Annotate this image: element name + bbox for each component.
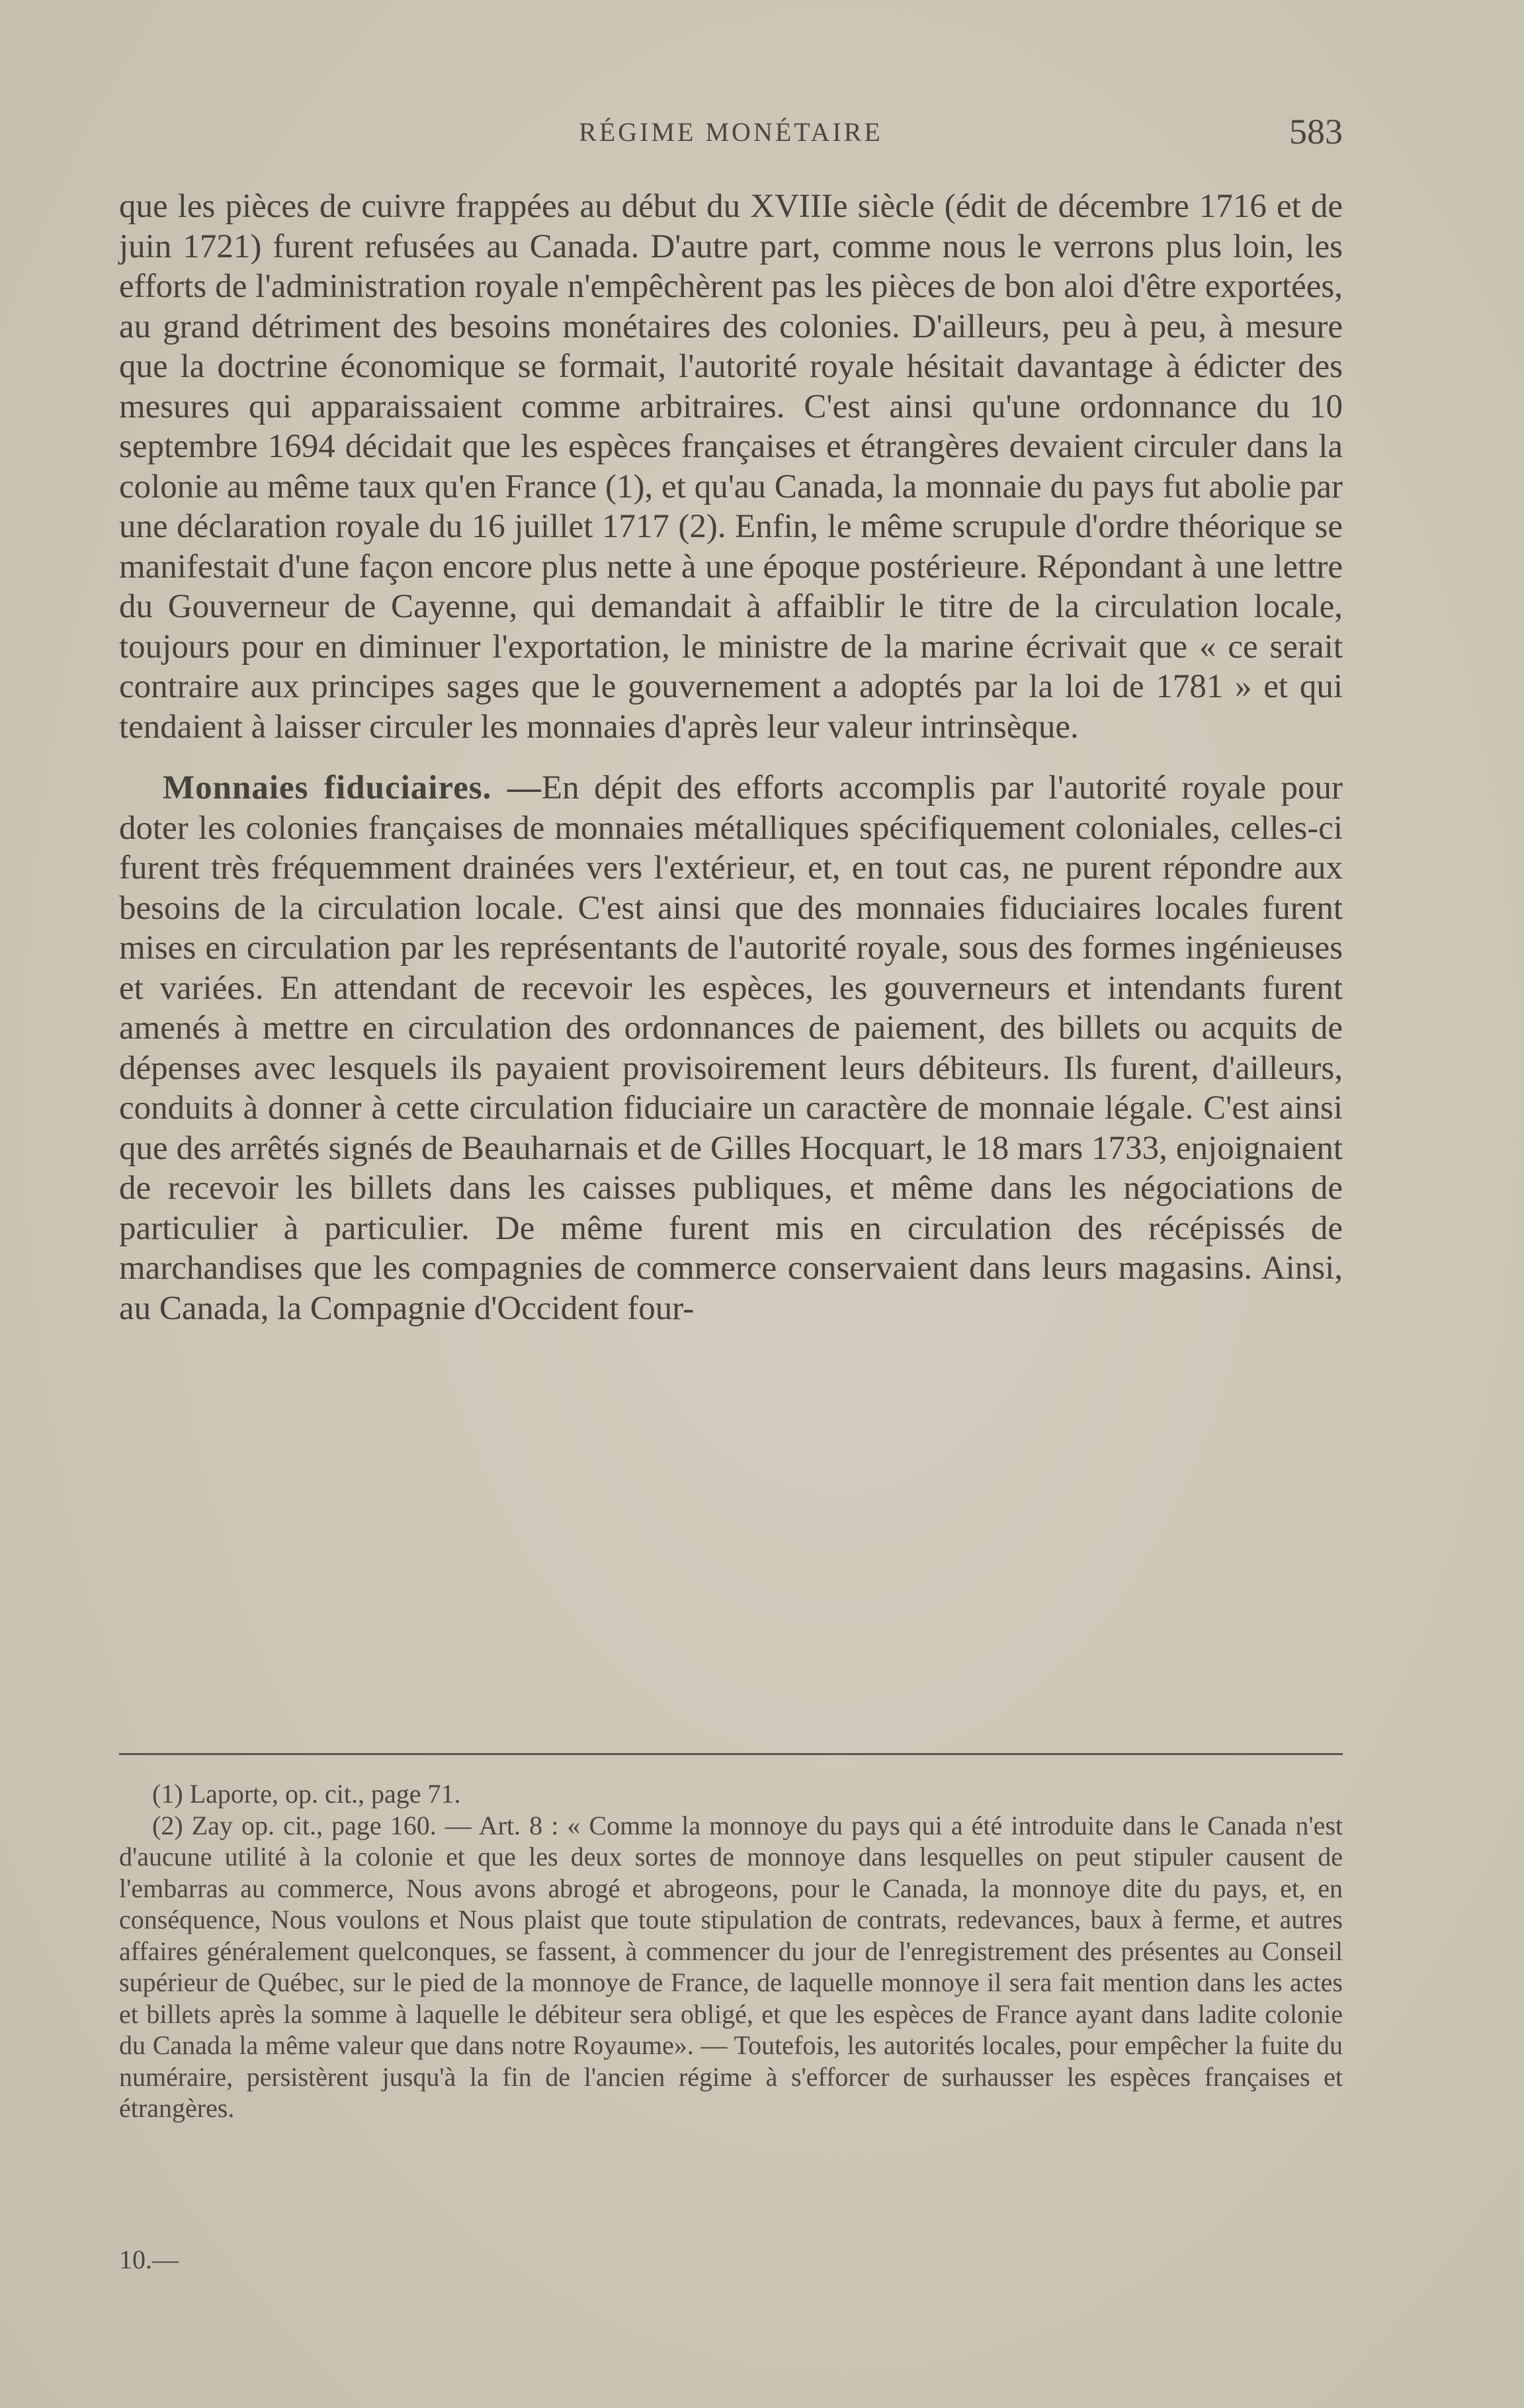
main-text <box>119 187 1343 1328</box>
paragraph-2 <box>119 768 1343 1328</box>
section-title: Monnaies fiduciaires. — <box>163 769 542 806</box>
paragraph-2-text: En dépit des efforts accomplis par l'autorité royale pour doter les colonies françaises de monnaies métalliques spécifiquement coloniales, celles-ci furent très fréquemment drainées vers l'extérieur, et, en tout cas, ne purent répondre aux besoins de la circulation locale. C'est ainsi que des monnaies fiduciaires locales furent mises en circulation par les représentants de l'autorité royale, sous des formes ingénieuses et variées. En attendant de recevoir les espèces, les gouverneurs et intendants furent amenés à mettre en circulation des ordonnances de paiement, des billets ou acquits de dépenses avec lesquels ils payaient provisoirement leurs débiteurs. Ils furent, d'ailleurs, conduits à donner à cette circulation fiduciaire un caractère de monnaie légale. C'est ainsi que des arrêtés signés de Beauharnais et de Gilles Hocquart, le 18 mars 1733, enjoignaient de recevoir les billets dans les caisses publiques, et même dans les négociations de particulier à particulier. De même furent mis en circulation des récépissés de marchandises que les compagnies de commerce conservaient dans leurs magasins. Ainsi, au Canada, la Compagnie d'Occident four- <box>119 769 1343 1327</box>
paragraph-1: que les pièces de cuivre frappées au début du XVIIIe siècle (édit de décembre 1716 et de juin 1721) furent refusées au Canada. D'autre part, comme nous le verrons plus loin, les efforts de l'administration royale n'empêchèrent pas les pièces de bon aloi d'être exportées, au grand détriment des besoins monétaires des colonies. D'ailleurs, peu à peu, à mesure que la doctrine économique se formait, l'autorité royale hésitait davantage à édicter des mesures qui apparaissaient comme arbitraires. C'est ainsi qu'une ordonnance du 10 septembre 1694 décidait que les espèces françaises et étrangères devaient circuler dans la colonie au même taux qu'en France (1), et qu'au Canada, la monnaie du pays fut abolie par une déclaration royale du 16 juillet 1717 (2). Enfin, le même scrupule d'ordre théorique se manifestait d'une façon encore plus nette à une époque postérieure. Répondant à une lettre du Gouverneur de Cayenne, qui demandait à affaiblir le titre de la circulation locale, toujours pour en diminuer l'exportation, le ministre de la marine écrivait que « ce serait contraire aux principes sages que le gouvernement a adoptés par la loi de 1781 » et qui tendaient à laisser circuler les monnaies d'après leur valeur intrinsèque. <box>119 188 1343 746</box>
page-number: 583 <box>1289 112 1343 151</box>
footnote-divider <box>119 1753 1343 1755</box>
signature-mark: 10.— <box>119 2245 179 2274</box>
running-header <box>119 111 1343 157</box>
footnote-2: (2) Zay op. cit., page 160. — Art. 8 : « Comme la monnoye du pays qui a été introduite dans le Canada n'est d'aucune utilité à la colonie et que les deux sortes de monnoye dans lesquelles on peut stipuler causent de l'embarras au commerce, Nous avons abrogé et abrogeons, pour le Canada, la monnoye dite du pays, et, en conséquence, Nous voulons et Nous plaist que toute stipulation de contrats, redevances, baux à ferme, et autres affaires généralement quelconques, se fassent, à commencer du jour de l'enregistrement des présentes au Conseil supérieur de Québec, sur le pied de la monnoye de France, de laquelle monnoye il sera fait mention dans les actes et billets après la somme à laquelle le débiteur sera obligé, et que les espèces de France ayant dans ladite colonie du Canada la même valeur que dans notre Royaume». — Toutefois, les autorités locales, pour empêcher la fuite du numéraire, persistèrent jusqu'à la fin de l'ancien régime à s'efforcer de surhausser les espèces françaises et étrangères. <box>119 1810 1343 2123</box>
footnote-1: (1) Laporte, op. cit., page 71. <box>152 1779 461 1809</box>
footnotes <box>119 1778 1343 2124</box>
running-title: RÉGIME MONÉTAIRE <box>579 117 883 147</box>
